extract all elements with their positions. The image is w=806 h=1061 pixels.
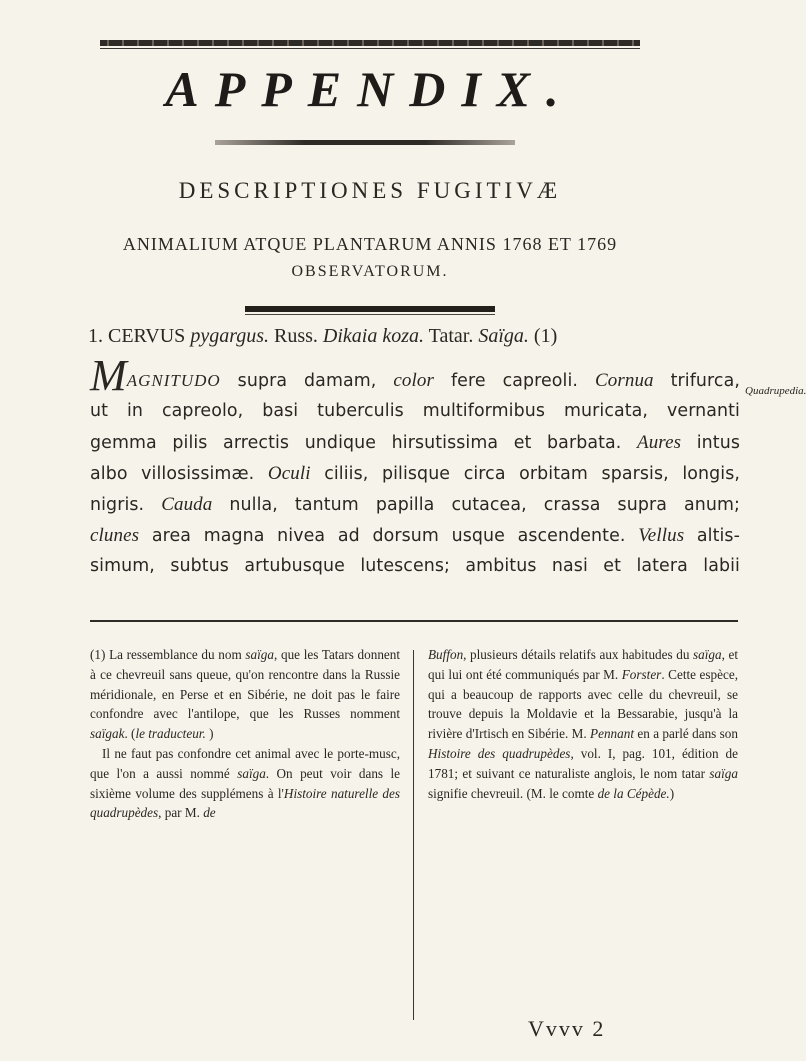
footnote-right-column [428, 645, 738, 803]
body-line-1: MAGNITUDO supra damam, color fere capreoli. Cornua trifurca, [90, 351, 740, 400]
section-rule [245, 306, 495, 312]
body-line-2: ut in capreolo, basi tuberculis multiformibus muricata, vernanti [90, 401, 740, 421]
subtitle-line-3: OBSERVATORUM. [291, 263, 449, 280]
footnote-rule [90, 620, 738, 622]
footnote-paragraph-1: (1) La ressemblance du nom saïga, que les Tatars donnent à ce chevreuil sans queue, qu'on rencontre dans la Russie méridionale, en Perse et en Sibérie, ne doit pas le faire confondre avec l'antilope, que les Russes nomment saïgak. (le traducteur. ) [90, 647, 401, 742]
footnote-left-column [90, 645, 400, 823]
entry-genus: CERVUS [108, 325, 186, 347]
tatar-label: Tatar. [428, 325, 474, 347]
body-line-6: clunes area magna nivea ad dorsum usque ascendente. Vellus altis- [90, 525, 740, 546]
column-divider [413, 650, 414, 1020]
drop-cap: M [90, 351, 127, 400]
body-line-3: gemma pilis arrectis undique hirsutissima et barbata. Aures intus [90, 432, 740, 453]
tatar-name: Saïga. [478, 325, 529, 347]
footnote-continuation: Buffon, plusieurs détails relatifs aux habitudes du saïga, et qui lui ont été communiqués par M. Forster. Cette espèce, qui a beaucoup de rapports avec celle du chevreuil, se trouve depuis la Moldavie et la Bessarabie, jusqu'à la rivière d'Irtisch en Sibérie. M. Pennant en a parlé dans son Histoire des quadrupèdes, vol. I, pag. 101, édition de 1781; et suivant ce naturaliste anglois, le nom tatar saïga signifie chevreuil. (M. le comte de la Cépède.) [428, 647, 739, 801]
margin-note: Quadrupedia. [745, 385, 806, 397]
signature-mark: Vvvv 2 [528, 1016, 606, 1041]
appendix-title: APPENDIX. [165, 61, 575, 117]
title-rule [215, 140, 515, 145]
body-line-4: albo villosissimæ. Oculi ciliis, pilisque circa orbitam sparsis, longis, [90, 463, 740, 484]
entry-number: 1. [88, 325, 103, 347]
entry-species: pygargus. [190, 325, 270, 347]
body-line-5: nigris. Cauda nulla, tantum papilla cutacea, crassa supra anum; [90, 494, 740, 515]
footnote-ref: (1) [533, 325, 558, 347]
russ-name: Dikaia koza. [322, 325, 425, 347]
footnote-paragraph-2: Il ne faut pas confondre cet animal avec le porte-musc, que l'on a aussi nommé saïga. On peut voir dans le sixième volume des supplémens à l'Histoire naturelle des quadrupèdes, par M. de [90, 745, 400, 821]
entry-body [90, 351, 740, 582]
subtitle-line-2: ANIMALIUM ATQUE PLANTARUM ANNIS 1768 ET 1769 [122, 234, 618, 254]
entry-heading [88, 325, 728, 348]
section-subtitle: DESCRIPTIONES FUGITIVÆ [178, 178, 562, 203]
russ-label: Russ. [274, 325, 318, 347]
body-line-7: simum, subtus artubusque lutescens; ambitus nasi et latera labii [90, 556, 740, 576]
top-ornamental-rule [100, 40, 640, 46]
